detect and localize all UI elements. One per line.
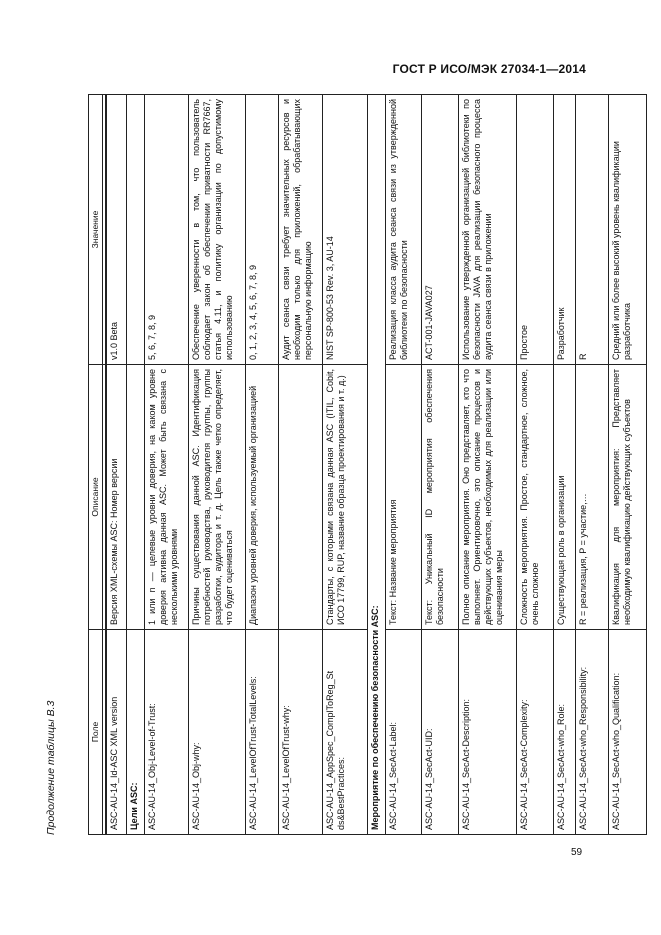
- row-field: ASC-AU-14_Obj-why:: [188, 630, 245, 835]
- row-description: Полное описание мероприятия. Оно представляет, кто что выполняет. Ориентировочно, это описание процессов и действующих субъектов, необходимых для реализации или оценивания меры: [458, 365, 516, 630]
- row-description: Текст: Уникальный ID мероприятия обеспечения безопасности: [421, 365, 458, 630]
- table-row: [278, 95, 322, 835]
- row-description: Причины существования данной ASC. Идентификация потребностей руководства, руководителя группы, группы разработки, аудитора и т. д. Цель также четко определяет, что будет оцениваться: [188, 365, 245, 630]
- row-field: ASC-AU-14_SecAct-Label:: [385, 630, 421, 835]
- rotated-table-block: [45, 95, 632, 835]
- row-description: Существующая роль в организации: [553, 365, 575, 630]
- row-description: [278, 365, 322, 630]
- column-header-field: Поле: [89, 630, 103, 835]
- row-description: Сложность мероприятия. Простое, стандартное, сложное, очень сложное: [516, 365, 553, 630]
- row-value: 5, 6, 7, 8, 9: [144, 95, 188, 365]
- row-field: ASC-AU-14_SecAct-who_Role:: [553, 630, 575, 835]
- section-title: Цели ASC:: [126, 630, 144, 835]
- row-field: ASC-AU-14_Obj-Level-of-Trust:: [144, 630, 188, 835]
- row-field: ASC-AU-14_SecAct-UID:: [421, 630, 458, 835]
- row-value: v1.0 Beta: [106, 95, 126, 365]
- row-description: Текст: Название мероприятия: [385, 365, 421, 630]
- table-header-row: [89, 95, 103, 835]
- table-row: [553, 95, 575, 835]
- row-value: Обеспечение уверенности в том, что пользователь соблюдает закон об обеспечении приватности RR7667, статья 4.11, и политику организации по допустимому использованию: [188, 95, 245, 365]
- table-row: [608, 95, 646, 835]
- row-value: NIST SP-800-53 Rev. 3, AU-14: [322, 95, 367, 365]
- column-header-description: Описание: [89, 365, 103, 630]
- row-field: ASC-AU-14_SecAct-Description:: [458, 630, 516, 835]
- table-row: [245, 95, 278, 835]
- row-field: ASC-AU-14_SecAct-who_Responsibility:: [575, 630, 608, 835]
- table-row: [106, 95, 126, 835]
- table-row: [322, 95, 367, 835]
- row-description: Квалификация для мероприятия: Представляет необходимую квалификацию действующих субъектов: [608, 365, 646, 630]
- row-value: Разработчик: [553, 95, 575, 365]
- requirements-table: [88, 94, 647, 835]
- table-caption: Продолжение таблицы В.3: [45, 700, 57, 835]
- row-value: Аудит сеанса связи требует значительных ресурсов и необходим только для приложений, обрабатывающих персональную информацию: [278, 95, 322, 365]
- row-field: ASC-AU-14_SecAct-who_Qualification:: [608, 630, 646, 835]
- table-row: [144, 95, 188, 835]
- row-field: ASC-AU-14_SecAct-Complexity:: [516, 630, 553, 835]
- table-row: [385, 95, 421, 835]
- section-row: [126, 95, 144, 835]
- row-description: Диапазон уровней доверия, используемый организацией: [245, 365, 278, 630]
- row-field: ASC-AU-14_AppSpec_ComplToReg_St ds&BestPractices:: [322, 630, 367, 835]
- row-description: Версия XML-схемы ASC: Номер версии: [106, 365, 126, 630]
- row-description: Стандарты, с которыми связана данная ASC (ITIL, Cobit, ИСО 17799, RUP, название образца проектирования и т. д.): [322, 365, 367, 630]
- column-header-value: Значение: [89, 95, 103, 365]
- row-value: R: [575, 95, 608, 365]
- row-description: R = реализация, P = участие,…: [575, 365, 608, 630]
- row-value: Использование утвержденной организацией библиотеки по безопасности JAVA для реализации безопасного процесса аудита сеанса связи в приложении: [458, 95, 516, 365]
- row-value: Простое: [516, 95, 553, 365]
- row-field: ASC-AU-14_LevelOfTrust-why:: [278, 630, 322, 835]
- table-row: [575, 95, 608, 835]
- table-row: [516, 95, 553, 835]
- table-row: [188, 95, 245, 835]
- row-value: ACT-001-JAVA027: [421, 95, 458, 365]
- page-number: 59: [571, 847, 583, 858]
- section-title: Мероприятие по обеспечению безопасности ASC:: [367, 95, 385, 835]
- section-row: [367, 95, 385, 835]
- document-header: ГОСТ Р ИСО/МЭК 27034-1—2014: [392, 62, 586, 76]
- row-value: Средний или более высокий уровень квалификации разработчика: [608, 95, 646, 365]
- row-description: 1 или n — целевые уровни доверия, на каком уровне доверия активна данная ASC. Может быть связана с несколькими уровнями: [144, 365, 188, 630]
- table-row: [421, 95, 458, 835]
- table-row: [458, 95, 516, 835]
- row-value: 0, 1, 2, 3, 4, 5, 6, 7, 8, 9: [245, 95, 278, 365]
- row-value: Реализация класса аудита сеанса связи из утвержденной библиотеки по безопасности: [385, 95, 421, 365]
- row-field: ASC-AU-14_Id-ASC XML version: [106, 630, 126, 835]
- row-field: ASC-AU-14_LevelOfTrust-TotalLevels:: [245, 630, 278, 835]
